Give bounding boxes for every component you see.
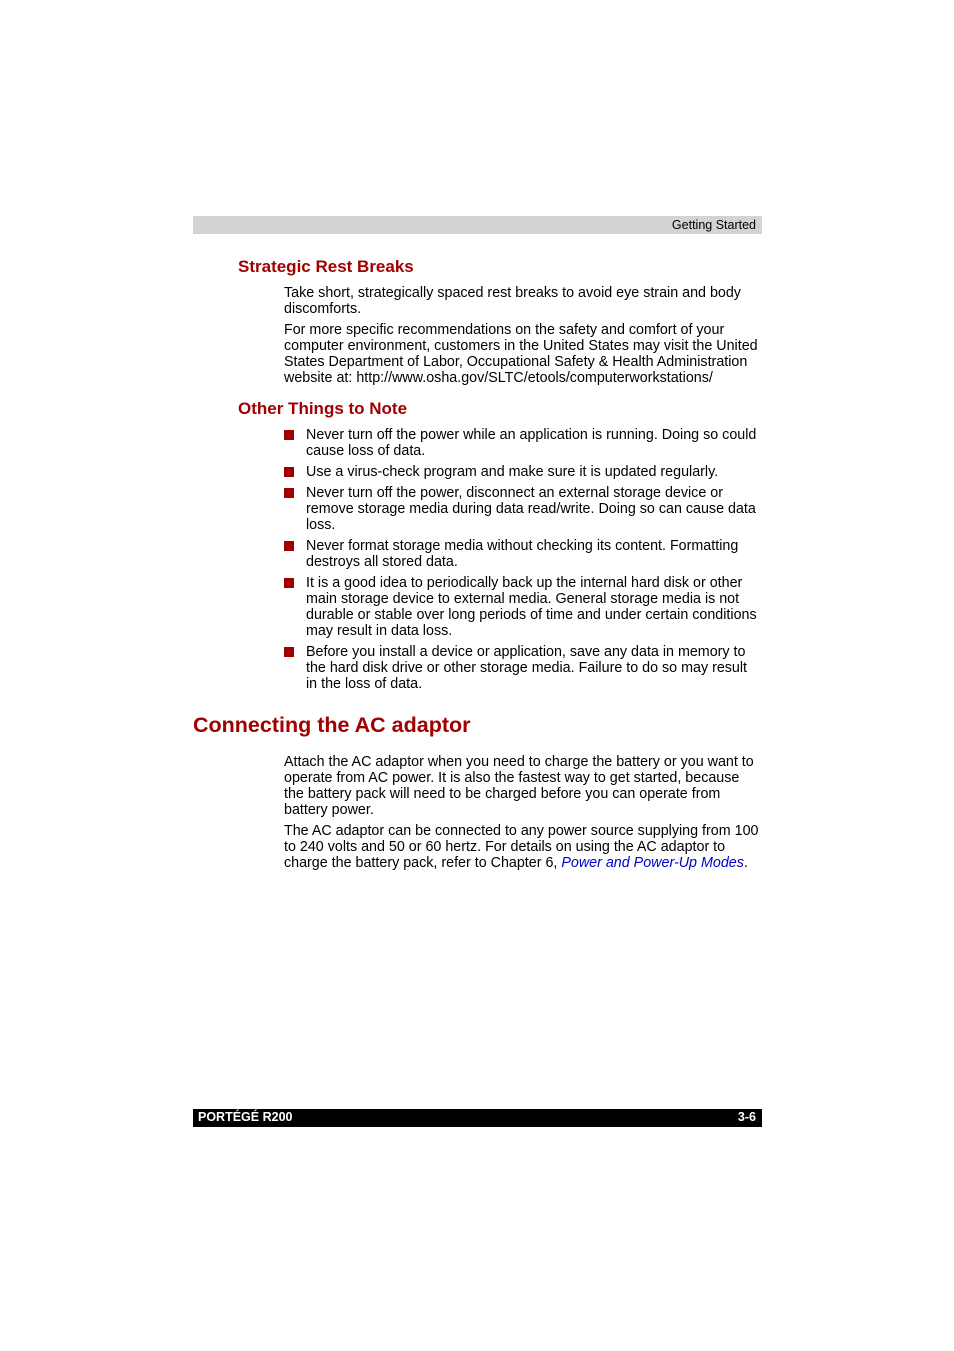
square-bullet-icon xyxy=(284,430,294,440)
ac-paragraph-2-text: The AC adaptor can be connected to any power source supplying from 100 to 240 volts and 50 or 60 hertz. For details on using the AC adaptor to charge the battery pack, refer to Chapter 6, xyxy=(284,823,759,871)
square-bullet-icon xyxy=(284,541,294,551)
square-bullet-icon xyxy=(284,488,294,498)
ac-paragraph-2 xyxy=(284,823,762,871)
square-bullet-icon xyxy=(284,647,294,657)
connecting-ac-adaptor-heading: Connecting the AC adaptor xyxy=(193,713,471,737)
strategic-paragraph-1: Take short, strategically spaced rest breaks to avoid eye strain and body discomforts. xyxy=(284,285,741,317)
list-item xyxy=(284,644,762,692)
list-item-text: It is a good idea to periodically back up the internal hard disk or other main storage device to external media. General storage media is not durable or stable over long periods of time and under certain conditions may result in data loss. xyxy=(306,575,757,639)
running-header: Getting Started xyxy=(671,218,756,232)
list-item xyxy=(284,538,762,570)
list-item-text: Never format storage media without checking its content. Formatting destroys all stored data. xyxy=(306,538,739,570)
strategic-rest-breaks-heading: Strategic Rest Breaks xyxy=(238,257,414,276)
header-bar xyxy=(193,216,762,234)
footer-bar xyxy=(193,1109,762,1127)
list-item-text: Use a virus-check program and make sure it is updated regularly. xyxy=(306,464,719,480)
ac-paragraph-2-end: . xyxy=(743,855,748,871)
strategic-paragraph-2: For more specific recommendations on the safety and comfort of your computer environment, customers in the United States may visit the United States Department of Labor, Occupational Safety & Health Administration website at: http://www.osha.gov/SLTC/etools/computerworkstations/ xyxy=(284,322,758,386)
list-item xyxy=(284,464,762,480)
list-item xyxy=(284,485,762,533)
other-things-list xyxy=(284,427,762,697)
square-bullet-icon xyxy=(284,467,294,477)
ac-paragraph-1: Attach the AC adaptor when you need to charge the battery or you want to operate from AC power. It is also the fastest way to get started, because the battery pack will need to be charged before you can operate from battery power. xyxy=(284,754,754,818)
footer-product-name: PORTÉGÉ R200 xyxy=(198,1110,293,1124)
footer-page-number: 3-6 xyxy=(737,1110,756,1124)
list-item-text: Before you install a device or application, save any data in memory to the hard disk drive or other storage media. Failure to do so may result in the loss of data. xyxy=(306,644,748,692)
other-things-heading: Other Things to Note xyxy=(238,399,408,418)
list-item xyxy=(284,427,762,459)
square-bullet-icon xyxy=(284,578,294,588)
power-modes-link[interactable]: Power and Power-Up Modes xyxy=(561,855,744,871)
list-item xyxy=(284,575,762,639)
list-item-text: Never turn off the power while an application is running. Doing so could cause loss of data. xyxy=(306,427,757,459)
list-item-text: Never turn off the power, disconnect an external storage device or remove storage media during data read/write. Doing so can cause data loss. xyxy=(306,485,756,533)
